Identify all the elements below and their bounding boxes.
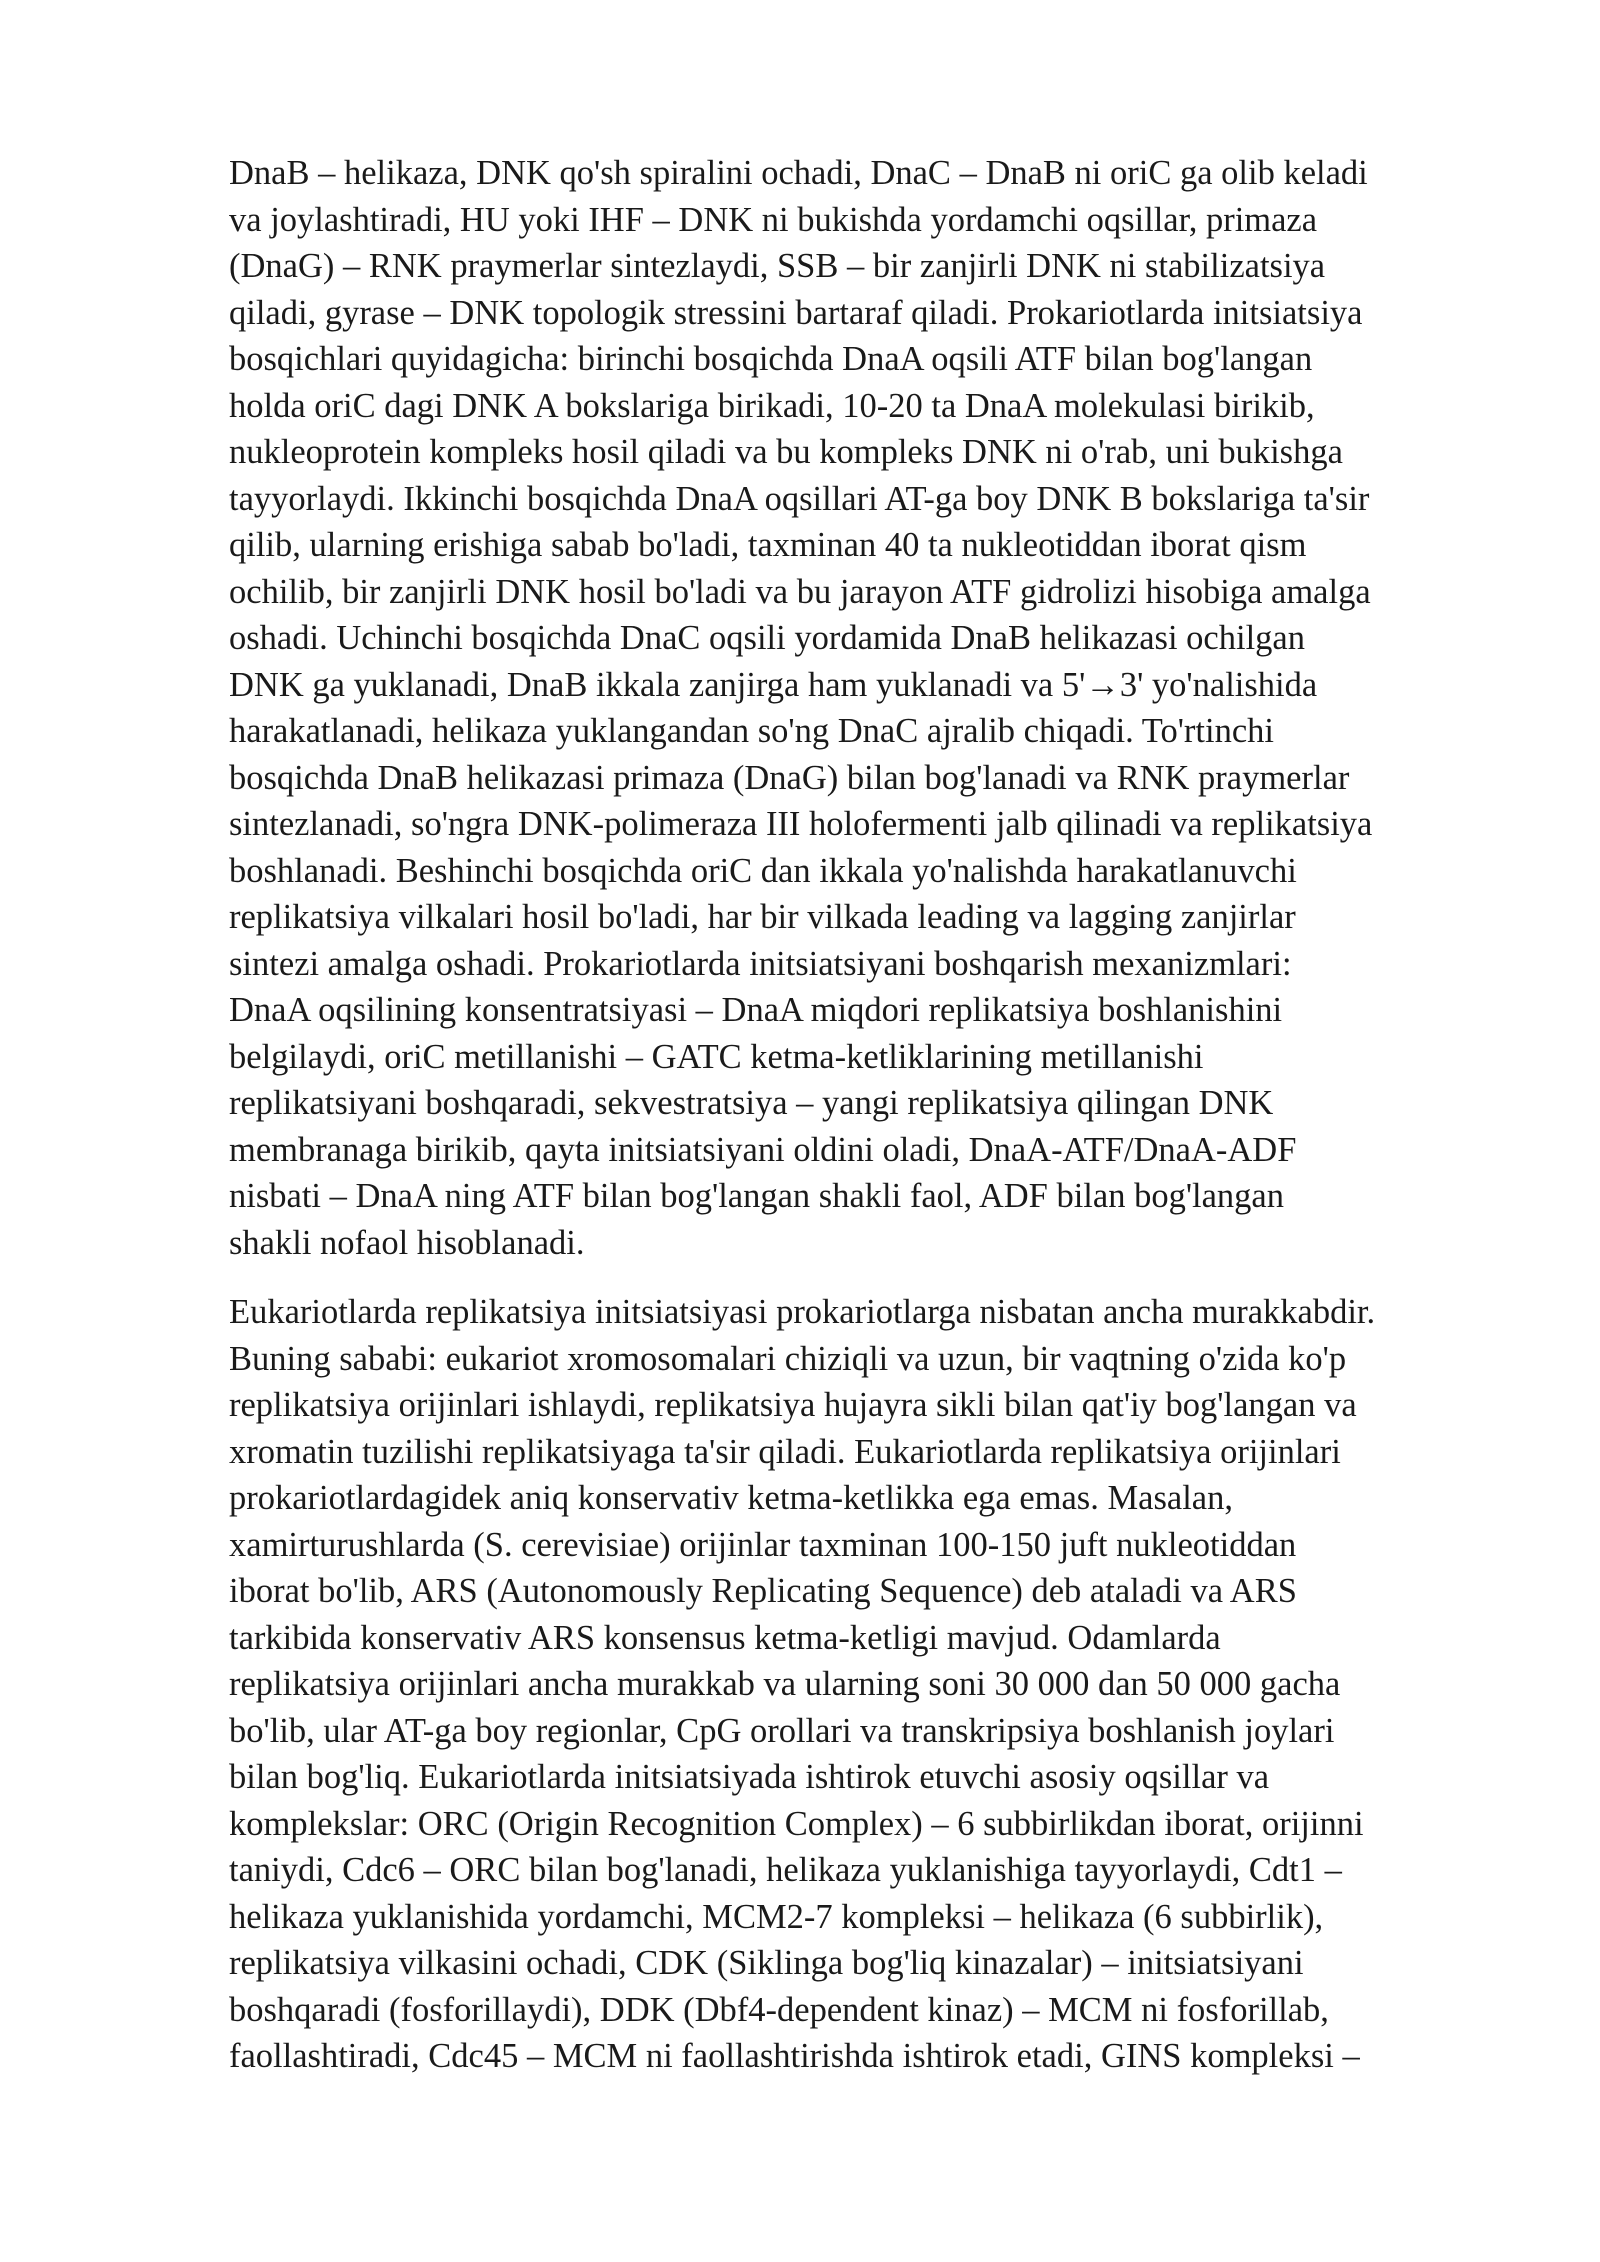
document-body <box>229 150 1501 2103</box>
paragraph-eukaryote-initiation: Eukariotlarda replikatsiya initsiatsiyasi prokariotlarga nisbatan ancha murakkabdir. Buning sababi: eukariot xromosomalari chiziqli va uzun, bir vaqtning o'zida ko'p replikatsiya orijinlari ishlaydi, replikatsiya hujayra sikli bilan qat'iy bog'langan va xromatin tuzilishi replikatsiyaga ta'sir qiladi. Eukariotlarda replikatsiya orijinlari prokariotlardagidek aniq konservativ ketma-ketlikka ega emas. Masalan, xamirturushlarda (S. cerevisiae) orijinlar taxminan 100-150 juft nukleotiddan iborat bo'lib, ARS (Autonomously Replicating Sequence) deb ataladi va ARS tarkibida konservativ ARS konsensus ketma-ketligi mavjud. Odamlarda replikatsiya orijinlari ancha murakkab va ularning soni 30 000 dan 50 000 gacha bo'lib, ular AT-ga boy regionlar, CpG orollari va transkripsiya boshlanish joylari bilan bog'liq. Eukariotlarda initsiatsiyada ishtirok etuvchi asosiy oqsillar va komplekslar: ORC (Origin Recognition Complex) – 6 subbirlikdan iborat, orijinni taniydi, Cdc6 – ORC bilan bog'lanadi, helikaza yuklanishiga tayyorlaydi, Cdt1 – helikaza yuklanishida yordamchi, MCM2-7 kompleksi – helikaza (6 subbirlik), replikatsiya vilkasini ochadi, CDK (Siklinga bog'liq kinazalar) – initsiatsiyani boshqaradi (fosforillaydi), DDK (Dbf4-dependent kinaz) – MCM ni fosforillab, faollashtiradi, Cdc45 – MCM ni faollashtirishda ishtirok etadi, GINS kompleksi – <box>229 1293 1376 2075</box>
paragraph-prokaryote-initiation: DnaB – helikaza, DNK qo'sh spiralini ochadi, DnaC – DnaB ni oriC ga olib keladi va joylashtiradi, HU yoki IHF – DNK ni bukishda yordamchi oqsillar, primaza (DnaG) – RNK praymerlar sintezlaydi, SSB – bir zanjirli DNK ni stabilizatsiya qiladi, gyrase – DNK topologik stressini bartaraf qiladi. Prokariotlarda initsiatsiya bosqichlari quyidagicha: birinchi bosqichda DnaA oqsili ATF bilan bog'langan holda oriC dagi DNK A bokslariga birikadi, 10-20 ta DnaA molekulasi birikib, nukleoprotein kompleks hosil qiladi va bu kompleks DNK ni o'rab, uni bukishga tayyorlaydi. Ikkinchi bosqichda DnaA oqsillari AT-ga boy DNK B bokslariga ta'sir qilib, ularning erishiga sabab bo'ladi, taxminan 40 ta nukleotiddan iborat qism ochilib, bir zanjirli DNK hosil bo'ladi va bu jarayon ATF gidrolizi hisobiga amalga oshadi. Uchinchi bosqichda DnaC oqsili yordamida DnaB helikazasi ochilgan DNK ga yuklanadi, DnaB ikkala zanjirga ham yuklanadi va 5'→3' yo'nalishida harakatlanadi, helikaza yuklangandan so'ng DnaC ajralib chiqadi. To'rtinchi bosqichda DnaB helikazasi primaza (DnaG) bilan bog'lanadi va RNK praymerlar sintezlanadi, so'ngra DNK-polimeraza III holofermenti jalb qilinadi va replikatsiya boshlanadi. Beshinchi bosqichda oriC dan ikkala yo'nalishda harakatlanuvchi replikatsiya vilkalari hosil bo'ladi, har bir vilkada leading va lagging zanjirlar sintezi amalga oshadi. Prokariotlarda initsiatsiyani boshqarish mexanizmlari: DnaA oqsilining konsentratsiyasi – DnaA miqdori replikatsiya boshlanishini belgilaydi, oriC metillanishi – GATC ketma-ketliklarining metillanishi replikatsiyani boshqaradi, sekvestratsiya – yangi replikatsiya qilingan DNK membranaga birikib, qayta initsiatsiyani oldini oladi, DnaA-ATF/DnaA-ADF nisbati – DnaA ning ATF bilan bog'langan shakli faol, ADF bilan bog'langan shakli nofaol hisoblanadi. <box>229 154 1373 1262</box>
